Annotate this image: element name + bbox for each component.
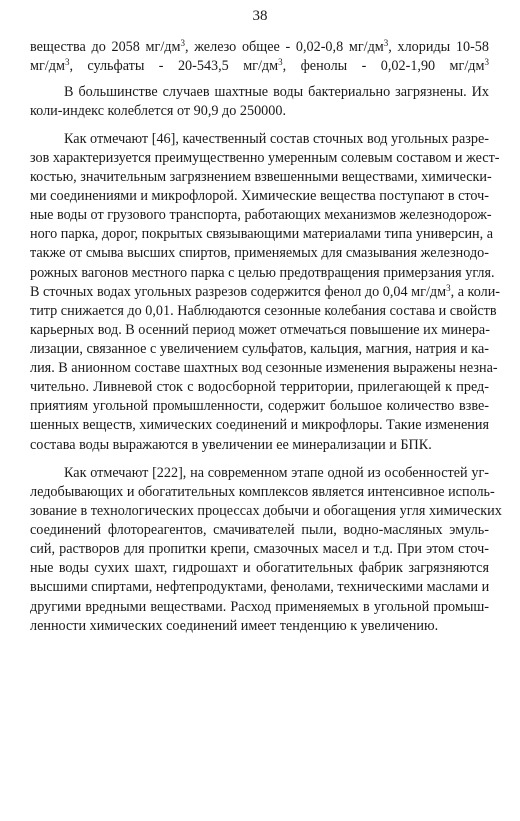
superscript: 3 <box>180 38 185 48</box>
text-run: соединений флотореагентов, смачивателей пыли, водно-масляных эмуль- <box>30 522 489 538</box>
superscript: 3 <box>446 283 451 293</box>
superscript: 3 <box>278 57 283 67</box>
text-run: , сульфаты - 20-543,5 мг/дм <box>69 58 279 74</box>
text-line <box>30 502 502 520</box>
text-run: ледобывающих и обогатительных комплексов является интенсивное исполь- <box>30 484 495 500</box>
text-line <box>30 436 489 454</box>
text-line <box>30 598 489 616</box>
text-line <box>64 130 489 148</box>
superscript: 3 <box>484 57 489 67</box>
text-line <box>64 464 489 482</box>
text-run: ные воды от грузового транспорта, работающих механизмов железнодорож- <box>30 207 492 223</box>
text-line <box>30 578 489 596</box>
text-run: другими вредными веществами. Расход применяемых в угольной промыш- <box>30 599 489 615</box>
text-run: приятиям угольной промышленности, содержит большое количество взве- <box>30 398 489 414</box>
text-run: мг/дм <box>30 58 65 74</box>
text-run: высшими спиртами, нефтепродуктами, фенолами, техническими маслами и <box>30 579 490 595</box>
text-line <box>30 397 489 415</box>
text-run: Как отмечают [46], качественный состав сточных вод угольных разре- <box>64 131 489 147</box>
text-line <box>30 321 489 339</box>
text-line <box>30 264 495 282</box>
text-line <box>30 244 489 262</box>
text-run: , фенолы - 0,02-1,90 мг/дм <box>282 58 485 74</box>
text-run: ного парка, дорог, покрытых связывающими материалами типа универсин, а <box>30 226 494 242</box>
text-line <box>30 168 492 186</box>
text-run: ные воды сухих шахт, гидрошахт и обогатительных фабрик загрязняются <box>30 560 489 576</box>
text-line <box>30 283 501 301</box>
text-line <box>30 302 497 320</box>
text-run: лия. В анионном составе шахтных вод сезонные изменения выражены незна- <box>30 360 498 376</box>
text-run: сий, растворов для пропитки крепи, смазочных масел и т.д. При этом сточ- <box>30 541 489 557</box>
text-run: , а коли- <box>450 284 501 300</box>
text-run: рожных вагонов местного парка с целью предотвращения примерзания угля. <box>30 265 495 281</box>
text-run: , железо общее - 0,02-0,8 мг/дм <box>184 39 384 55</box>
text-line <box>30 340 489 358</box>
text-run: В сточных водах угольных разрезов содержится фенол до 0,04 мг/дм <box>30 284 447 300</box>
text-run: Как отмечают [222], на современном этапе одной из особенностей уг- <box>64 465 489 481</box>
text-run: вещества до 2058 мг/дм <box>30 39 181 55</box>
text-run: также от смыва высших спиртов, применяемых для смазывания железнодо- <box>30 245 489 261</box>
text-line <box>30 38 489 56</box>
text-run: зов характеризуется преимущественно умеренным солевым составом и жест- <box>30 150 500 166</box>
text-line <box>30 206 492 224</box>
text-line <box>30 483 495 501</box>
text-line <box>30 149 500 167</box>
text-run: В большинстве случаев шахтные воды бактериально загрязнены. Их <box>64 84 489 100</box>
text-line <box>30 102 489 120</box>
text-line <box>30 359 498 377</box>
text-run: коли-индекс колеблется от 90,9 до 250000. <box>30 103 286 119</box>
text-line <box>30 416 489 434</box>
text-line <box>30 225 494 243</box>
text-run: ленности химических соединений имеет тенденцию к увеличению. <box>30 618 439 634</box>
text-run: костью, значительным загрязнением взвешенными веществами, химически- <box>30 169 492 185</box>
text-run: состава воды выражаются в увеличении ее минерализации и БПК. <box>30 437 432 453</box>
text-line <box>30 521 489 539</box>
text-line <box>30 187 489 205</box>
text-line <box>30 57 489 75</box>
text-run: шенных веществ, химических соединений и микрофлоры. Такие изменения <box>30 417 489 433</box>
text-run: чительно. Ливневой сток с водосборной территории, прилегающей к пред- <box>30 379 489 395</box>
text-line <box>64 83 489 101</box>
text-line <box>30 559 489 577</box>
text-line <box>30 617 489 635</box>
text-run: , хлориды 10-58 <box>388 39 489 55</box>
superscript: 3 <box>64 57 70 67</box>
text-line <box>30 540 489 558</box>
text-run: зование в технологических процессах добычи и обогащения угля химических <box>30 503 502 519</box>
text-run: карьерных вод. В осенний период может отмечаться повышение их минера- <box>30 322 490 338</box>
page-number: 38 <box>252 8 268 24</box>
superscript: 3 <box>383 38 389 48</box>
text-line <box>30 378 489 396</box>
text-run: лизации, связанное с увеличением сульфатов, кальция, магния, натрия и ка- <box>30 341 489 357</box>
text-run: титр снижается до 0,01. Наблюдаются сезонные колебания состава и свойств <box>30 303 497 319</box>
text-run: ми соединениями и микрофлорой. Химические вещества поступают в сточ- <box>30 188 489 204</box>
